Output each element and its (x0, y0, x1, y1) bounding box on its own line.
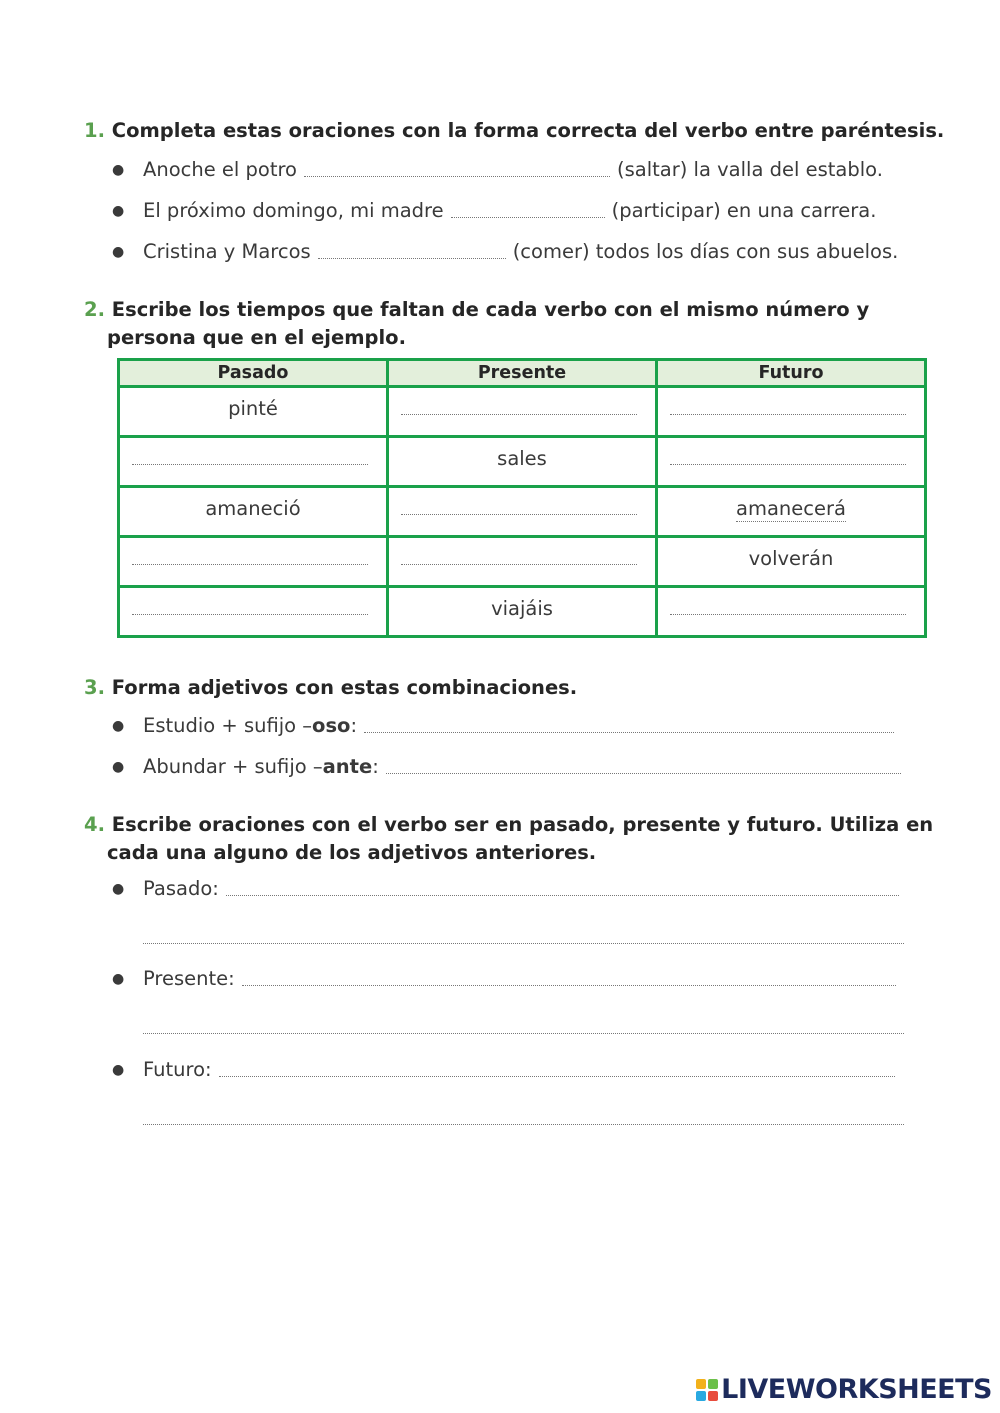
table-row (119, 437, 926, 487)
bullet-icon: ● (112, 244, 125, 260)
table-cell-blank[interactable] (388, 387, 657, 437)
q3-item-2 (112, 754, 901, 782)
bullet-icon: ● (112, 162, 125, 178)
sentence-start: Anoche el potro (143, 158, 297, 181)
item-label: Presente: (143, 967, 235, 990)
verb-tenses-table (117, 358, 927, 638)
answer-blank[interactable] (132, 464, 368, 465)
sentence-start: Cristina y Marcos (143, 240, 311, 263)
question-text-continued: persona que en el ejemplo. (107, 326, 406, 349)
answer-blank-line-2[interactable] (143, 1123, 904, 1125)
table-cell-blank[interactable] (657, 437, 926, 487)
question-text: Escribe oraciones con el verbo ser en pasado, presente y futuro. Utiliza en (111, 813, 934, 836)
bullet-icon: ● (112, 203, 125, 219)
answer-blank[interactable] (401, 564, 637, 565)
question-1-title (84, 117, 944, 145)
item-text: Estudio + sufijo – (143, 714, 313, 737)
verb-form: amaneció (205, 497, 301, 520)
answer-blank[interactable] (132, 564, 368, 565)
question-2-title (84, 296, 869, 352)
q1-item-2 (112, 198, 876, 226)
question-text: Forma adjetivos con estas combinaciones. (111, 676, 578, 699)
answer-blank[interactable] (318, 257, 506, 259)
question-3-title (84, 674, 577, 702)
answer-blank[interactable] (670, 614, 906, 615)
question-number: 2. (84, 298, 105, 321)
answer-blank[interactable] (386, 772, 901, 774)
question-number: 4. (84, 813, 105, 836)
sentence-end: (participar) en una carrera. (611, 199, 877, 222)
bullet-icon: ● (112, 759, 125, 775)
table-row (119, 387, 926, 437)
answer-blank[interactable] (670, 414, 906, 415)
verb-form-cell (658, 488, 924, 522)
answer-blank[interactable] (219, 1075, 895, 1077)
answer-blank[interactable] (242, 984, 896, 986)
verb-form: viajáis (491, 597, 553, 620)
table-row (119, 487, 926, 537)
answer-blank-line-2[interactable] (143, 1032, 904, 1034)
item-label: Futuro: (143, 1058, 212, 1081)
table-cell-blank[interactable] (657, 587, 926, 637)
logo-icon (696, 1379, 718, 1401)
table-cell (388, 437, 657, 487)
suffix: ante (322, 755, 373, 778)
table-row (119, 537, 926, 587)
question-text: Escribe los tiempos que faltan de cada verbo con el mismo número y (111, 298, 870, 321)
header-presente: Presente (388, 360, 657, 387)
logo-square (696, 1391, 706, 1401)
suffix: oso (312, 714, 351, 737)
bullet-icon: ● (112, 718, 125, 734)
answer-blank[interactable] (401, 414, 637, 415)
table-cell-blank[interactable] (657, 387, 926, 437)
sentence-end: (comer) todos los días con sus abuelos. (512, 240, 899, 263)
answer-blank[interactable] (132, 614, 368, 615)
table-cell-blank[interactable] (119, 537, 388, 587)
header-futuro: Futuro (657, 360, 926, 387)
table-cell (657, 537, 926, 587)
table-cell (119, 487, 388, 537)
liveworksheets-logo (696, 1374, 992, 1405)
table-row (119, 587, 926, 637)
q3-item-1 (112, 713, 894, 741)
verb-form: amanecerá (736, 497, 846, 520)
question-number: 3. (84, 676, 105, 699)
q1-item-3 (112, 239, 898, 267)
logo-text: LIVEWORKSHEETS (721, 1374, 992, 1405)
question-text: Completa estas oraciones con la forma correcta del verbo entre paréntesis. (111, 119, 945, 142)
answer-blank[interactable] (364, 731, 894, 733)
logo-square (708, 1391, 718, 1401)
table-cell-blank[interactable] (119, 587, 388, 637)
question-text-continued: cada una alguno de los adjetivos anteriores. (107, 841, 597, 864)
q1-item-1 (112, 157, 883, 185)
answer-blank[interactable] (670, 464, 906, 465)
table-cell-blank[interactable] (388, 487, 657, 537)
table-cell (657, 487, 926, 537)
verb-form: volverán (748, 547, 834, 570)
bullet-icon: ● (112, 881, 125, 897)
verb-form: sales (497, 447, 547, 470)
verb-form: pinté (228, 397, 278, 420)
answer-blank[interactable] (401, 514, 637, 515)
bullet-icon: ● (112, 1062, 125, 1078)
item-label: Pasado: (143, 877, 219, 900)
table-cell-blank[interactable] (388, 537, 657, 587)
colon: : (350, 714, 358, 737)
colon: : (372, 755, 379, 778)
item-text: Abundar + sufijo – (143, 755, 323, 778)
q4-item-presente (112, 966, 896, 994)
question-number: 1. (84, 119, 105, 142)
table-cell-blank[interactable] (119, 437, 388, 487)
logo-square (708, 1379, 718, 1389)
answer-blank-line-2[interactable] (143, 942, 904, 944)
header-pasado: Pasado (119, 360, 388, 387)
answer-blank[interactable] (451, 216, 605, 218)
sentence-start: El próximo domingo, mi madre (143, 199, 444, 222)
question-4-title (84, 811, 933, 867)
table-cell (388, 587, 657, 637)
q4-item-futuro (112, 1057, 895, 1085)
answer-blank[interactable] (304, 175, 610, 177)
logo-square (696, 1379, 706, 1389)
sentence-end: (saltar) la valla del establo. (617, 158, 883, 181)
q4-item-pasado (112, 876, 899, 904)
table-cell (119, 387, 388, 437)
bullet-icon: ● (112, 971, 125, 987)
answer-blank[interactable] (226, 894, 899, 896)
table-header-row (119, 360, 926, 387)
